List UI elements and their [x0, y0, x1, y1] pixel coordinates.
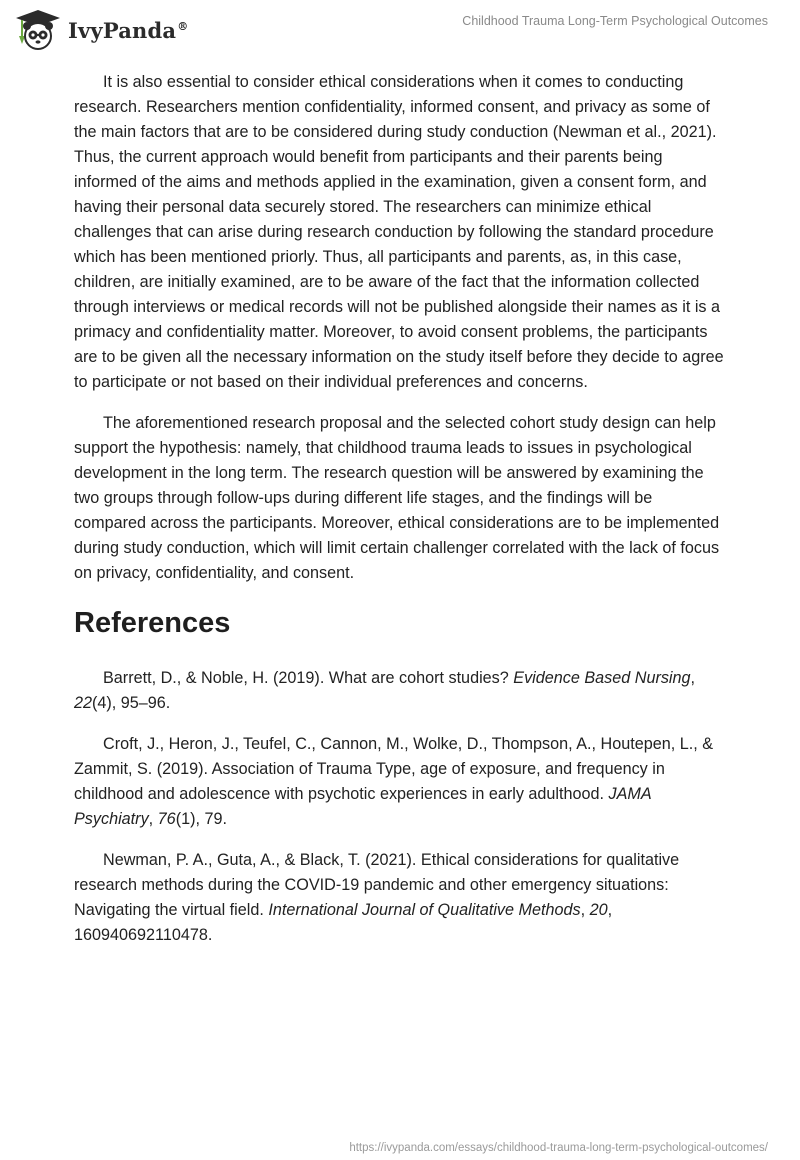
essay-content — [74, 70, 726, 964]
logo-wordmark — [68, 18, 188, 43]
references-heading: References — [74, 607, 231, 639]
reference-lead: Croft, J., Heron, J., Teufel, C., Cannon, M., Wolke, D., Thompson, A., Houtepen, L., & Zammit, S. (2019). Association of Trauma Type, age of exposure, and frequency in childhood and adolescence with psychotic experiences in early adulthood. — [74, 735, 714, 803]
reference-tail: , 160940692110478. — [74, 901, 613, 944]
reference-separator: , — [690, 669, 696, 687]
reference-volume: 76 — [157, 810, 176, 828]
reference-volume: 20 — [589, 901, 608, 919]
page-header — [0, 0, 800, 60]
reference-item-newman — [74, 848, 726, 948]
body-paragraph-1: It is also essential to consider ethical considerations when it comes to conducting research. Researchers mention confidentiality, informed consent, and privacy as some of the main factors that are to be considered during study conduction (Newman et al., 2021). Thus, the current approach would benefit from participants and their parents being informed of the aims and methods applied in the examination, given a consent form, and having their personal data securely stored. The researchers can minimize ethical challenges that can arise during research conduction by following the standard procedure which has been mentioned priorly. Thus, all participants and parents, as, in this case, children, are initially examined, are to be aware of the fact that the information collected through interviews or medical records will not be published alongside their names as it is a primacy and confidentiality matter. Moreover, to avoid consent problems, the participants are to be given all the necessary information on the study itself before they decide to agree to participate or not based on their individual preferences and concerns. — [74, 73, 724, 391]
reference-tail: (1), 79. — [175, 810, 227, 828]
footer-source-url[interactable]: https://ivypanda.com/essays/childhood-trauma-long-term-psychological-outcomes/ — [349, 1142, 768, 1154]
panda-logo-icon — [14, 8, 62, 52]
reference-separator: , — [580, 901, 590, 919]
reference-volume: 22 — [74, 694, 93, 712]
reference-item-barrett — [74, 666, 726, 716]
reference-tail: (4), 95–96. — [92, 694, 171, 712]
reference-lead: Newman, P. A., Guta, A., & Black, T. (2021). Ethical considerations for qualitative research methods during the COVID-19 pandemic and other emergency situations: Navigating the virtual field. — [74, 851, 680, 919]
registered-mark: ® — [177, 19, 189, 33]
reference-separator: , — [148, 810, 158, 828]
ivypanda-logo[interactable] — [14, 8, 188, 52]
reference-item-croft — [74, 732, 726, 832]
running-title: Childhood Trauma Long-Term Psychological Outcomes — [462, 14, 768, 28]
reference-journal: Evidence Based Nursing — [513, 669, 691, 687]
logo-text: IvyPanda — [68, 17, 177, 43]
body-paragraph-2: The aforementioned research proposal and the selected cohort study design can help support the hypothesis: namely, that childhood trauma leads to issues in psychological development in the long term. The research question will be answered by examining the two groups through follow-ups during different life stages, and the findings will be compared across the participants. Moreover, ethical considerations are to be implemented during study conduction, which will limit certain challenger correlated with the lack of focus on privacy, confidentiality, and consent. — [74, 414, 720, 582]
reference-journal: International Journal of Qualitative Methods — [268, 901, 581, 919]
reference-lead: Barrett, D., & Noble, H. (2019). What are cohort studies? — [103, 669, 514, 687]
reference-journal: JAMA Psychiatry — [74, 785, 652, 828]
